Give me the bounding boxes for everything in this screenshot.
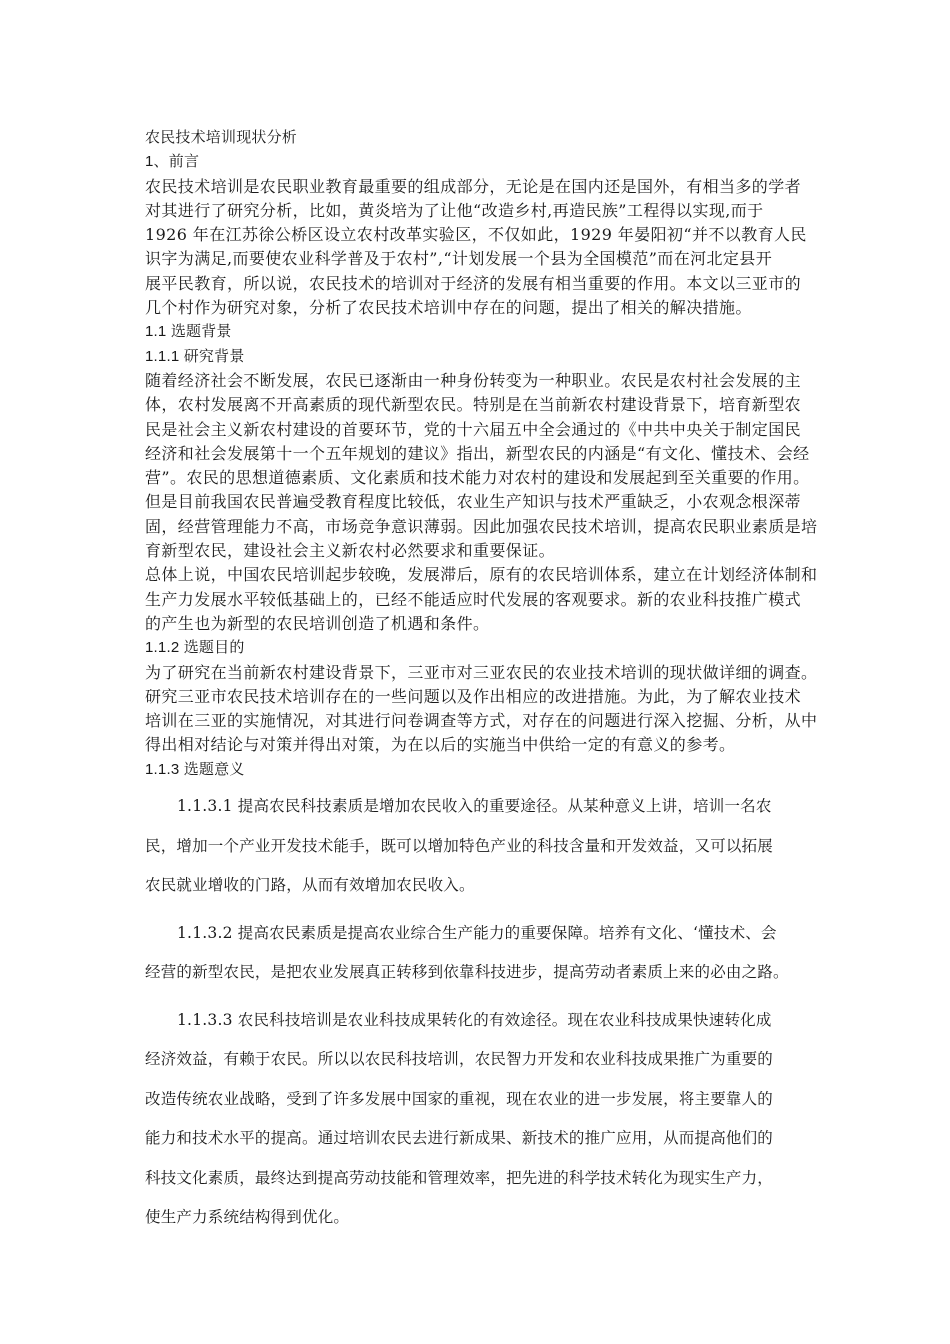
paragraph-overview <box>145 563 817 636</box>
text-line: 随着经济社会不断发展，农民已逐渐由一种身份转变为一种职业。农民是农村社会发展的主 <box>145 370 802 390</box>
text-line: 育新型农民，建设社会主义新农村必然要求和重要保证。 <box>145 541 556 561</box>
text-line: 民，增加一个产业开发技术能手，既可以增加特色产业的科技含量和开发效益，又可以拓展 <box>145 836 774 855</box>
text-line: 研究三亚市农民技术培训存在的一些问题以及作出相应的改进措施。为此，为了解农业技术 <box>145 686 802 706</box>
text-line: 得出相对结论与对策并得出对策，为在以后的实施当中供给一定的有意义的参考。 <box>145 735 736 755</box>
text-line: 体，农村发展离不开高素质的现代新型农民。特别是在当前新农村建设背景下，培育新型农 <box>145 395 802 415</box>
text-line: 科技文化素质，最终达到提高劳动技能和管理效率，把先进的科学技术转化为现实生产力， <box>145 1168 774 1187</box>
text-line: 能力和技术水平的提高。通过培训农民去进行新成果、新技术的推广应用，从而提高他们的 <box>145 1129 774 1148</box>
text-line: 农民技术培训是农民职业教育最重要的组成部分，无论是在国内还是国外，有相当多的学者 <box>145 176 802 196</box>
text-line: 的产生也为新型的农民培训创造了机遇和条件。 <box>145 613 490 633</box>
paragraph-research-background <box>145 369 817 563</box>
paragraph-significance-1 <box>145 787 817 906</box>
document-page <box>145 126 817 1246</box>
paragraph-purpose <box>145 661 817 758</box>
subsection-heading-significance: 1.1.3 选题意义 <box>145 760 245 778</box>
text-line: 1.1.3.3 农民科技培训是农业科技成果转化的有效途径。现在农业科技成果快速转化成 <box>177 1010 772 1029</box>
text-line: 1.1.3.1 提高农民科技素质是增加农民收入的重要途径。从某种意义上讲，培训一名农 <box>177 797 772 816</box>
text-line: 1926 年在江苏徐公桥区设立农村改革实验区，不仅如此，1929 年晏阳初“并不以教育人民 <box>145 225 807 245</box>
text-line: 展平民教育，所以说，农民技术的培训对于经济的发展有相当重要的作用。本文以三亚市的 <box>145 273 802 293</box>
text-line: 但是目前我国农民普遍受教育程度比较低，农业生产知识与技术严重缺乏，小农观念根深蒂 <box>145 492 802 512</box>
text-line: 识字为满足,而要使农业科学普及于农村”,“计划发展一个县为全国模范”而在河北定县开 <box>145 249 773 269</box>
subsection-heading-purpose: 1.1.2 选题目的 <box>145 639 245 657</box>
text-line: 培训在三亚的实施情况，对其进行问卷调查等方式，对存在的问题进行深入挖掘、分析，从中 <box>145 711 818 731</box>
text-line: 民是社会主义新农村建设的首要环节，党的十六届五中全会通过的《中共中央关于制定国民 <box>145 419 802 439</box>
paragraph-preface <box>145 175 817 321</box>
document-title: 农民技术培训现状分析 <box>145 129 298 146</box>
text-line: 固，经营管理能力不高，市场竞争意识薄弱。因此加强农民技术培训，提高农民职业素质是培 <box>145 516 818 536</box>
text-line: 对其进行了研究分析，比如，黄炎培为了让他“改造乡村,再造民族”工程得以实现,而于 <box>145 200 764 220</box>
text-line: 生产力发展水平较低基础上的，已经不能适应时代发展的客观要求。新的农业科技推广模式 <box>145 589 802 609</box>
subsection-heading-research-background: 1.1.1 研究背景 <box>145 347 245 365</box>
text-line: 总体上说，中国农民培训起步较晚，发展滞后，原有的农民培训体系，建立在计划经济体制和 <box>145 565 818 585</box>
text-line: 农民就业增收的门路，从而有效增加农民收入。 <box>145 876 475 895</box>
text-line: 经营的新型农民，是把农业发展真正转移到依靠科技进步，提高劳动者素质上来的必由之路。 <box>145 963 789 982</box>
text-line: 为了研究在当前新农村建设背景下，三亚市对三亚农民的农业技术培训的现状做详细的调查。 <box>145 662 818 682</box>
text-line: 经济效益，有赖于农民。所以以农民科技培训，农民智力开发和农业科技成果推广为重要的 <box>145 1050 774 1069</box>
text-line: 经济和社会发展第十一个五年规划的建议》指出，新型农民的内涵是“有文化、懂技术、会经 <box>145 443 810 463</box>
paragraph-significance-3 <box>145 1001 817 1238</box>
text-line: 改造传统农业战略，受到了许多发展中国家的重视，现在农业的进一步发展，将主要靠人的 <box>145 1089 774 1108</box>
section-heading-preface: 1、前言 <box>145 153 200 171</box>
text-line: 几个村作为研究对象，分析了农民技术培训中存在的问题，提出了相关的解决措施。 <box>145 298 752 318</box>
text-line: 使生产力系统结构得到优化。 <box>145 1208 350 1227</box>
paragraph-significance-2 <box>145 914 817 993</box>
text-line: 营”。农民的思想道德素质、文化素质和技术能力对农村的建设和发展起到至关重要的作用。 <box>145 468 810 488</box>
section-heading-background: 1.1 选题背景 <box>145 323 232 341</box>
text-line: 1.1.3.2 提高农民素质是提高农业综合生产能力的重要保障。培养有文化、‘懂技术、会 <box>177 923 777 942</box>
significance-block <box>145 787 817 1238</box>
